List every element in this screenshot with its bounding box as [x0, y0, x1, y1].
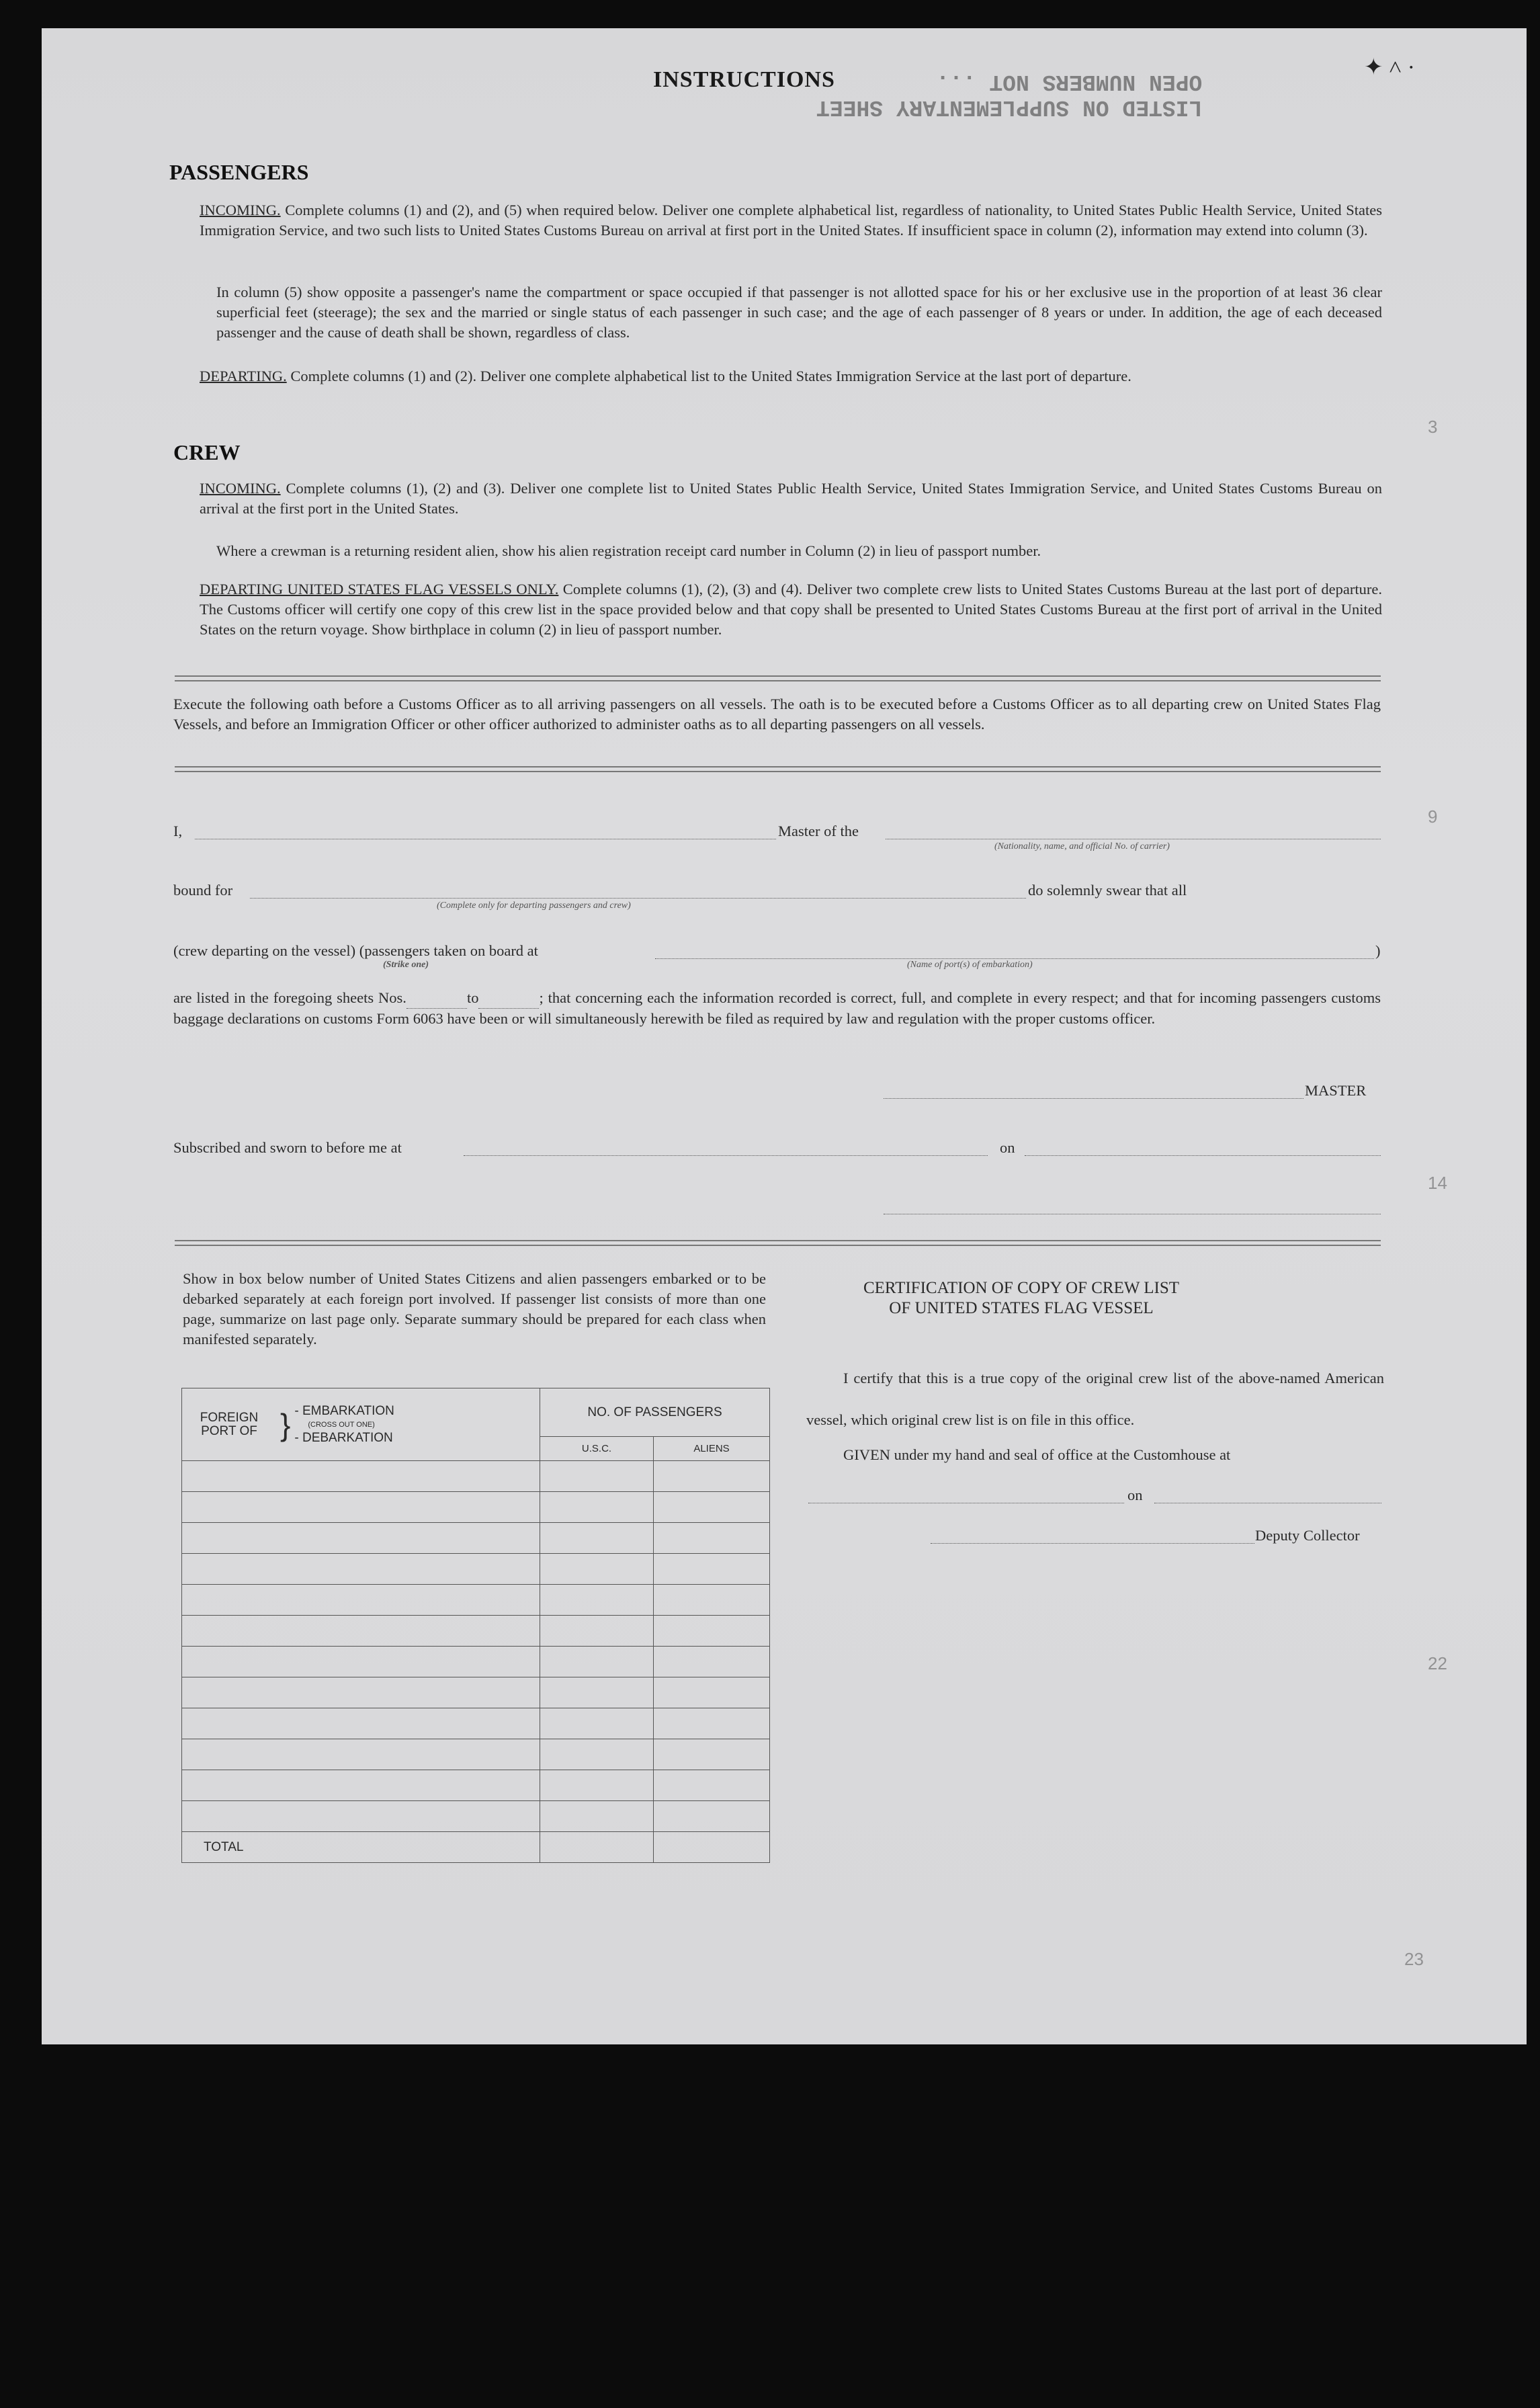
aliens-cell[interactable] — [654, 1770, 770, 1801]
crew-departing-label: DEPARTING UNITED STATES FLAG VESSELS ONLY. — [200, 581, 559, 597]
crew-incoming-text: Complete columns (1), (2) and (3). Deliver one complete list to United States Public Health Service, United States Immigration Service, and United States Customs Bureau on arrival at the first port in the United States. — [200, 480, 1382, 517]
port-cell[interactable] — [182, 1523, 540, 1554]
divider — [175, 675, 1381, 681]
total-aliens-cell[interactable] — [654, 1832, 770, 1863]
usc-cell[interactable] — [540, 1461, 654, 1492]
stamp-line-2: LISTED ON SUPPLEMENTARY SHEET — [816, 95, 1203, 120]
aliens-cell[interactable] — [654, 1461, 770, 1492]
certification-title-1: CERTIFICATION OF COPY OF CREW LIST — [863, 1279, 1180, 1297]
certify-text: I certify that this is a true copy of the original crew list of the above-named American vessel, which original crew list is on file in this office. — [806, 1370, 1384, 1428]
subscribed-on-label: on — [1000, 1139, 1015, 1156]
close-paren: ) — [1375, 942, 1381, 959]
margin-mark: 3 — [1428, 417, 1438, 437]
sheet-to-field[interactable] — [478, 988, 539, 1009]
port-cell[interactable] — [182, 1492, 540, 1523]
master-signature-line[interactable] — [884, 1081, 1303, 1099]
embarkation-label: - EMBARKATION — [294, 1403, 394, 1418]
margin-mark: 22 — [1428, 1653, 1447, 1673]
no-of-passengers-header: NO. OF PASSENGERS — [540, 1388, 770, 1437]
port-cell[interactable] — [182, 1801, 540, 1832]
table-row — [182, 1677, 770, 1708]
cross-out-note: (CROSS OUT ONE) — [308, 1420, 375, 1429]
aliens-cell[interactable] — [654, 1492, 770, 1523]
crew-incoming — [200, 479, 1382, 519]
aliens-cell[interactable] — [654, 1554, 770, 1585]
table-row — [182, 1554, 770, 1585]
passengers-departing — [200, 366, 1382, 386]
rubber-stamp — [816, 69, 1202, 120]
usc-cell[interactable] — [540, 1770, 654, 1801]
usc-cell[interactable] — [540, 1739, 654, 1770]
subscribed-label: Subscribed and sworn to before me at — [173, 1139, 402, 1156]
certification-title — [806, 1278, 1384, 1319]
subscribed-date-line[interactable] — [1025, 1138, 1381, 1156]
divider — [175, 766, 1381, 772]
passengers-column5: In column (5) show opposite a passenger's name the compartment or space occupied if that passenger is not allotted space for his or her exclusive use in the proportion of at least 36 clear superficial feet (steerage); the sex and the married or single status of each passenger in such case; and the age of each passenger of 8 years or under. In addition, the age of each deceased passenger and the cause of death shall be shown, regardless of class. — [216, 284, 1382, 341]
vessel-line[interactable] — [886, 821, 1381, 839]
debarkation-label: - DEBARKATION — [294, 1430, 393, 1445]
corner-mark-icon: ✦ ˄ · — [1364, 55, 1415, 80]
table-row — [182, 1492, 770, 1523]
passengers-departing-label: DEPARTING. — [200, 368, 287, 384]
passenger-summary-table — [181, 1388, 770, 1863]
usc-cell[interactable] — [540, 1616, 654, 1647]
passengers-incoming-label: INCOMING. — [200, 202, 281, 218]
page-title: INSTRUCTIONS — [653, 67, 835, 92]
port-cell[interactable] — [182, 1770, 540, 1801]
aliens-cell[interactable] — [654, 1585, 770, 1616]
divider — [175, 1240, 1381, 1246]
aliens-cell[interactable] — [654, 1739, 770, 1770]
custom-house-line[interactable] — [808, 1485, 1124, 1503]
strike-one-caption: (Strike one) — [383, 960, 429, 970]
listed-text — [173, 988, 1381, 1029]
aliens-cell[interactable] — [654, 1801, 770, 1832]
deputy-collector-label: Deputy Collector — [1255, 1527, 1360, 1544]
table-row — [182, 1585, 770, 1616]
deputy-signature-line[interactable] — [931, 1526, 1254, 1544]
port-caption: (Name of port(s) of embarkation) — [907, 960, 1033, 970]
officer-signature-line[interactable] — [884, 1196, 1381, 1214]
aliens-cell[interactable] — [654, 1523, 770, 1554]
passengers-incoming-text: Complete columns (1) and (2), and (5) when required below. Deliver one complete alphabetical list, regardless of nationality, to United States Public Health Service, United States Immigration Service, and two such lists to United States Customs Bureau on arrival at first port in the United States. If insufficient space in column (2), information may extend into column (3). — [200, 202, 1383, 239]
bound-for-line[interactable] — [250, 880, 1026, 899]
crew-heading: CREW — [173, 440, 241, 464]
aliens-cell[interactable] — [654, 1677, 770, 1708]
master-of-label: Master of the — [778, 823, 859, 839]
summary-intro: Show in box below number of United States Citizens and alien passengers embarked or to be debarked separately at each foreign port involved. If passenger list consists of more than one page, summarize on last page only. Separate summary should be prepared for each class when manifested separately. — [183, 1270, 766, 1347]
table-row — [182, 1739, 770, 1770]
passengers-incoming — [200, 200, 1382, 241]
swear-text: do solemnly swear that all — [1028, 882, 1187, 899]
aliens-cell[interactable] — [654, 1708, 770, 1739]
certification-title-2: OF UNITED STATES FLAG VESSEL — [889, 1299, 1154, 1317]
table-row — [182, 1523, 770, 1554]
listed-a: are listed in the foregoing sheets Nos. — [173, 989, 407, 1006]
stamp-line-1: OPEN NUMBERS NOT ... — [936, 69, 1203, 94]
margin-mark: 14 — [1428, 1173, 1447, 1193]
table-row — [182, 1801, 770, 1832]
port-cell[interactable] — [182, 1708, 540, 1739]
crew-departing — [200, 579, 1382, 640]
usc-cell[interactable] — [540, 1585, 654, 1616]
port-cell[interactable] — [182, 1677, 540, 1708]
port-line[interactable] — [655, 941, 1374, 959]
port-cell[interactable] — [182, 1554, 540, 1585]
vessel-caption: (Nationality, name, and official No. of carrier) — [994, 841, 1170, 852]
table-row — [182, 1616, 770, 1647]
crew-incoming-label: INCOMING. — [200, 480, 281, 497]
listed-to: to — [466, 989, 479, 1006]
table-row — [182, 1770, 770, 1801]
usc-header: U.S.C. — [540, 1437, 654, 1461]
usc-cell[interactable] — [540, 1554, 654, 1585]
crew-passengers-text: (crew departing on the vessel) (passengers taken on board at — [173, 942, 538, 959]
crew-resident: Where a crewman is a returning resident alien, show his alien registration receipt card number in Column (2) in lieu of passport number. — [216, 542, 1041, 559]
margin-mark: 9 — [1428, 806, 1438, 827]
passengers-heading: PASSENGERS — [169, 160, 309, 184]
usc-cell[interactable] — [540, 1647, 654, 1677]
margin-mark: 23 — [1404, 1949, 1424, 1969]
port-cell[interactable] — [182, 1616, 540, 1647]
bound-caption: (Complete only for departing passengers and crew) — [437, 901, 631, 911]
total-label: TOTAL — [182, 1832, 540, 1863]
usc-cell[interactable] — [540, 1677, 654, 1708]
usc-cell[interactable] — [540, 1801, 654, 1832]
total-usc-cell[interactable] — [540, 1832, 654, 1863]
master-name-line[interactable] — [195, 821, 776, 839]
passengers-departing-text: Complete columns (1) and (2). Deliver one complete alphabetical list to the United States Immigration Service at the last port of departure. — [290, 368, 1131, 384]
listed-b: ; that concerning each the information recorded is correct, full, and complete in every respect; and that for incoming passengers customs baggage declarations on customs Form 6063 have been or will simultaneously herewith be filed as required by law and regulation with the proper customs officer. — [173, 989, 1381, 1027]
oath-intro: Execute the following oath before a Customs Officer as to all arriving passengers on all vessels. The oath is to be executed before a Customs Officer as to all departing crew on United States Flag Vessels, and before an Immigration Officer or other officer authorized to administer oaths as to all departing passengers on all vessels. — [173, 696, 1381, 733]
brace-icon: } — [280, 1407, 291, 1442]
aliens-cell[interactable] — [654, 1616, 770, 1647]
foreign-port-label: FOREIGN PORT OF — [200, 1410, 259, 1438]
usc-cell[interactable] — [540, 1523, 654, 1554]
port-cell[interactable] — [182, 1739, 540, 1770]
given-text: GIVEN under my hand and seal of office at the Customhouse at — [843, 1446, 1231, 1463]
usc-cell[interactable] — [540, 1492, 654, 1523]
sheet-from-field[interactable] — [407, 988, 467, 1009]
port-header-cell — [182, 1388, 540, 1461]
port-cell[interactable] — [182, 1647, 540, 1677]
master-label: MASTER — [1305, 1082, 1367, 1099]
subscribed-place-line[interactable] — [464, 1138, 988, 1156]
bound-for-label: bound for — [173, 882, 233, 899]
table-row — [182, 1708, 770, 1739]
port-cell[interactable] — [182, 1461, 540, 1492]
usc-cell[interactable] — [540, 1708, 654, 1739]
aliens-cell[interactable] — [654, 1647, 770, 1677]
certification-date-line[interactable] — [1154, 1485, 1381, 1503]
port-cell[interactable] — [182, 1585, 540, 1616]
crew-departing-text: Complete columns (1), (2), (3) and (4). Deliver two complete crew lists to United States Customs Bureau at the last port of departure. The Customs officer will certify one copy of this crew list in the space provided below and that copy shall be presented to United States Customs Bureau at the first port of arrival in the United States on the return voyage. Show birthplace in column (2) in lieu of passport number. — [200, 581, 1383, 638]
oath-i-label: I, — [173, 823, 183, 839]
table-row — [182, 1647, 770, 1677]
aliens-header: ALIENS — [654, 1437, 770, 1461]
certification-on-label: on — [1127, 1487, 1143, 1503]
table-row — [182, 1461, 770, 1492]
